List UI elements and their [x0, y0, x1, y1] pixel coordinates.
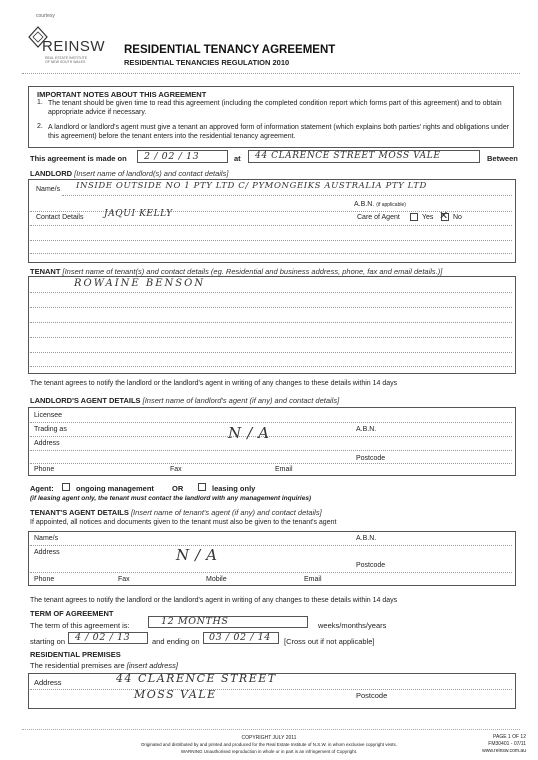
page-subtitle: RESIDENTIAL TENANCIES REGULATION 2010 — [124, 58, 290, 67]
landlord-abn-label: A.B.N. (if applicable) — [354, 201, 406, 208]
footer-divider — [22, 729, 520, 730]
term-length-value: 12 MONTHS — [161, 616, 229, 627]
note2-text: A landlord or landlord's agent must give a tenant an approved form of information statement (which explains both parties' rights and obligations under this agreement) before the tenant enters into the residential tenancy agreement. — [48, 124, 510, 140]
starting-on-label: starting on — [30, 637, 66, 646]
agreement-place-value: 44 CLARENCE STREET MOSS VALE — [255, 151, 441, 161]
footer-form-code: FM30401 - 07/11 — [488, 741, 526, 747]
care-of-agent-label: Care of Agent — [357, 214, 400, 221]
tenant-agent-postcode-line — [30, 572, 512, 573]
note1-number: 1. — [37, 99, 43, 106]
landlord-agent-email-label: Email — [275, 466, 293, 473]
landlord-agent-postcode-label: Postcode — [356, 455, 386, 462]
footer-page-number: PAGE 1 OF 12 — [493, 734, 526, 740]
landlord-contact-value[interactable]: JAQUI KELLY — [104, 209, 173, 219]
footer-website[interactable]: www.reinsw.com.au — [482, 748, 526, 754]
landlord-agent-box — [28, 407, 516, 476]
tenant-agent-na-mark: N / A — [176, 546, 218, 564]
ongoing-management-checkbox[interactable] — [62, 483, 70, 491]
premises-address-label: Address — [34, 678, 62, 687]
leasing-only-checkbox[interactable] — [198, 483, 206, 491]
tenant-agent-section-title: TENANT'S AGENT DETAILS [Insert name of tenant's agent (if any) and contact details] — [30, 508, 322, 517]
footer-origin: Originated and distributed by and printed and produced for the Real Estate Institute of N.S.W. in whom exclusive copyright vests. — [140, 742, 398, 747]
footer-copyright: COPYRIGHT JULY 2011 — [241, 735, 297, 741]
ongoing-management-label: ongoing management — [76, 484, 154, 493]
tenant-section-title: TENANT [Insert name of tenant(s) and contact details (eg. Residential and business address, phone, fax and email details.)] — [30, 267, 443, 276]
tenant-agent-box — [28, 531, 516, 586]
premises-postcode-label: Postcode — [356, 691, 388, 700]
landlord-name-value[interactable]: INSIDE OUTSIDE NO 1 PTY LTD C/ PYMONGEIKS AUSTRALIA PTY LTD — [76, 181, 427, 191]
end-date-value: 03 / 02 / 14 — [209, 632, 271, 643]
tenant-agent-mobile-label: Mobile — [206, 576, 227, 583]
tenant-line-3 — [30, 322, 512, 323]
tenant-agent-email-label: Email — [304, 576, 322, 583]
tenant-notify-text: The tenant agrees to notify the landlord or the landlord's agent in writing of any changes to these details within 14 days — [30, 380, 398, 387]
tenant-line-5 — [30, 352, 512, 353]
landlord-line-3 — [30, 225, 512, 226]
note2-number: 2. — [37, 123, 43, 130]
care-of-agent-no-label: No — [453, 214, 462, 221]
care-of-agent-yes-label: Yes — [422, 214, 434, 221]
logo-sub1: REAL ESTATE INSTITUTE — [45, 56, 88, 60]
landlord-name-line — [62, 195, 512, 196]
ending-on-label: and ending on — [152, 637, 200, 646]
tenant-name-value[interactable]: ROWAINE BENSON — [74, 278, 206, 289]
term-units-label: weeks/months/years — [318, 621, 387, 630]
tenant-agent-fax-label: Fax — [118, 576, 130, 583]
landlord-name-label: Name/s — [36, 186, 61, 193]
leasing-only-label: leasing only — [212, 484, 256, 493]
end-date-field[interactable] — [203, 632, 279, 644]
licensee-label: Licensee — [34, 412, 63, 419]
logo-sub2: OF NEW SOUTH WALES — [45, 60, 86, 64]
header-divider — [22, 73, 520, 74]
tenant-box — [28, 276, 516, 374]
premises-label: The residential premises are [insert address] — [30, 661, 179, 670]
start-date-field[interactable] — [68, 632, 148, 644]
landlord-agent-address-line — [30, 450, 512, 451]
tenant-line-1 — [30, 292, 512, 293]
premises-address-line1: 44 CLARENCE STREET — [116, 672, 277, 685]
courtesy-label: courtesy — [36, 13, 55, 19]
agreement-place-field[interactable] — [248, 150, 480, 163]
term-length-field[interactable] — [148, 616, 308, 628]
premises-address-line2: MOSS VALE — [134, 688, 217, 701]
care-of-agent-yes-checkbox[interactable] — [410, 213, 418, 221]
leasing-agent-note: (if leasing agent only, the tenant must contact the landlord with any management inquiries) — [30, 495, 312, 502]
agent-type-label: Agent: — [30, 484, 54, 493]
tenant-line-6 — [30, 366, 512, 367]
landlord-line-4 — [30, 240, 512, 241]
tenant-agent-names-line — [30, 545, 512, 546]
note1-text: The tenant should be given time to read this agreement (including the completed condition report which forms part of this agreement) and to obtain appropriate advice if necessary. — [48, 100, 502, 116]
landlord-agent-address-label: Address — [34, 440, 60, 447]
trading-as-label: Trading as — [34, 426, 67, 433]
landlord-contact-label: Contact Details — [36, 214, 84, 221]
agreement-date-field[interactable] — [137, 150, 228, 163]
care-of-agent-no-mark: ✕ — [439, 209, 449, 222]
landlord-agent-na-mark: N / A — [228, 424, 270, 442]
tenant-agent-postcode-label: Postcode — [356, 562, 386, 569]
between-label: Between — [487, 154, 518, 163]
premises-line — [30, 689, 512, 690]
tenant-agent-appointed-note: If appointed, all notices and documents given to the tenant must also be given to the tenant's agent — [30, 519, 337, 526]
tenant-agent-phone-label: Phone — [34, 576, 55, 583]
term-label: The term of this agreement is: — [30, 621, 130, 630]
agent-type-or: OR — [172, 484, 184, 493]
logo-text: REINSW — [42, 38, 105, 55]
agreement-date-value: 2 / 02 / 13 — [144, 151, 200, 162]
tenant-agent-abn-label: A.B.N. — [356, 535, 377, 542]
landlord-agent-fax-label: Fax — [170, 466, 182, 473]
landlord-agent-abn-label: A.B.N. — [356, 426, 377, 433]
landlord-agent-section-title: LANDLORD'S AGENT DETAILS [Insert name of landlord's agent (if any) and contact details] — [30, 396, 340, 405]
licensee-line — [30, 422, 512, 423]
tenant-agent-names-label: Name/s — [34, 535, 59, 542]
footer-warning: WARNING Unauthorised reproduction in whole or in part is an infringement of Copyright. — [180, 749, 358, 754]
page-title: RESIDENTIAL TENANCY AGREEMENT — [124, 44, 336, 56]
tenant-agent-address-label: Address — [34, 549, 60, 556]
notes-title: IMPORTANT NOTES ABOUT THIS AGREEMENT — [37, 90, 207, 99]
cross-out-note: [Cross out if not applicable] — [284, 637, 375, 646]
tenant-line-4 — [30, 337, 512, 338]
made-on-label: This agreement is made on — [30, 154, 127, 163]
tenant-line-2 — [30, 307, 512, 308]
tenant-agent-notify-text: The tenant agrees to notify the landlord or the landlord's agent in writing of any changes to these details within 14 days — [30, 597, 398, 604]
premises-section-title: RESIDENTIAL PREMISES — [30, 650, 121, 659]
landlord-agent-postcode-line — [30, 463, 512, 464]
term-section-title: TERM OF AGREEMENT — [30, 609, 114, 618]
landlord-line-5 — [30, 253, 512, 254]
landlord-agent-phone-label: Phone — [34, 466, 55, 473]
start-date-value: 4 / 02 / 13 — [75, 632, 131, 643]
trading-as-line — [30, 436, 512, 437]
at-label: at — [234, 154, 241, 163]
landlord-section-title: LANDLORD [Insert name of landlord(s) and contact details] — [30, 169, 229, 178]
